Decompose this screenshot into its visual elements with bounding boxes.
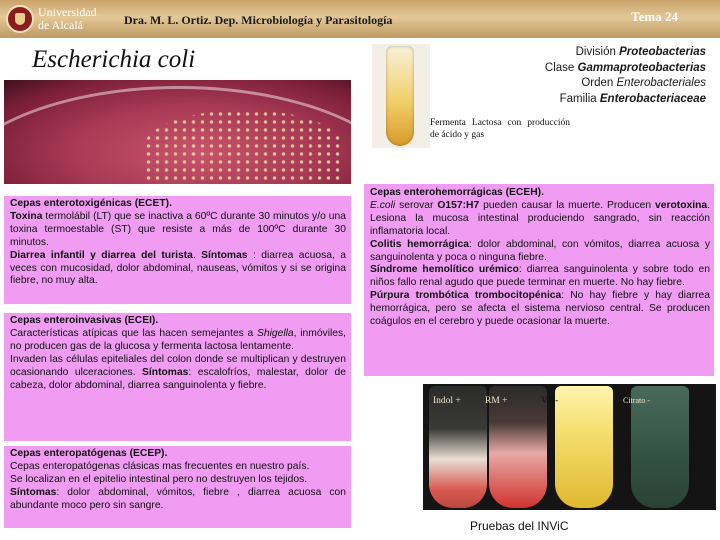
eiec-symptoms: Invaden las células epiteliales del colon donde se multiplican y destruyen ocasionando ulceraciones. Síntomas: escalofríos, malestar, dolor de cabeza, dolor abdominal, diarrea sanguinolenta y fiebre. bbox=[10, 353, 346, 391]
epec-line-1: Cepas enteropatógenas clásicas mas frecuentes en nuestro país. bbox=[10, 460, 310, 472]
imvic-caption: Pruebas del INViC bbox=[470, 519, 569, 533]
rm-label: RM + bbox=[485, 396, 508, 406]
ehec-heading: Cepas enterohemorrágicas (ECEH). bbox=[370, 187, 544, 198]
ehec-hus: Síndrome hemolítico urémico: diarrea sanguinolenta y sobre todo en niños fallo renal agudo que puede terminar en muerte. No hay fiebre. bbox=[370, 264, 710, 289]
eiec-features: Características atípicas que las hacen semejantes a Shigella, inmóviles, no producen gas de la glucosa y fermenta lactosa lentamente. bbox=[10, 327, 347, 352]
ehec-colitis: Colitis hemorrágica: dolor abdominal, con vómitos, diarrea acuosa y sanguinolenta y poca o ninguna fiebre. bbox=[370, 238, 711, 263]
ehec-serovar: E.coli serovar O157:H7 pueden causar la muerte. Producen verotoxina. Lesiona la mucosa intestinal produciendo sangrado, sin reacción inflamatoria local. bbox=[370, 199, 710, 237]
etec-heading: Cepas enterotoxigénicas (ECET). bbox=[10, 198, 172, 209]
citrato-label: Citrato - bbox=[623, 396, 650, 405]
indol-label: Indol + bbox=[433, 396, 461, 406]
etec-toxin: Toxina termolábil (LT) que se inactiva a 60ºC durante 30 minutos y/o una toxina termoestable (ST) que resiste a más de 100ºC durante 30 minutos. bbox=[10, 210, 346, 248]
page-title: Escherichia coli bbox=[32, 46, 196, 73]
taxonomy-division: División Proteobacterias bbox=[575, 46, 706, 58]
etec-symptoms: Diarrea infantil y diarrea del turista. Síntomas : diarrea acuosa, a veces con mucosidad, dolor abdominal, nauseas, vómitos y si se origina fiebre, no muy alta. bbox=[10, 249, 346, 287]
epec-line-2: Se localizan en el epitelio intestinal pero no destruyen los tejidos. bbox=[10, 473, 308, 485]
logo-line-2: de Alcalá bbox=[38, 18, 83, 32]
university-logo bbox=[6, 3, 110, 35]
vp-tube bbox=[555, 386, 613, 508]
taxonomy-class: Clase Gammaproteobacterias bbox=[544, 61, 706, 74]
petri-dish-image bbox=[4, 80, 351, 184]
topic-label: Tema 24 bbox=[631, 9, 678, 24]
epec-box bbox=[4, 446, 351, 528]
ehec-ttp: Púrpura trombótica trombocitopénica: No hay fiebre y hay diarrea hemorrágica, pero se afecta el sistema nervioso central. Se producen coágulos en el cerebro y puede ocasionar la muerte. bbox=[370, 290, 710, 328]
header-bar bbox=[0, 0, 720, 38]
vp-label: VP - bbox=[541, 396, 559, 406]
author-title: Dra. M. L. Ortiz. Dep. Microbiología y Parasitología bbox=[124, 13, 393, 27]
fermentation-tube-image bbox=[372, 44, 430, 148]
imvic-tubes-image bbox=[423, 384, 716, 510]
epec-symptoms: Síntomas: dolor abdominal, vómitos, fiebre , diarrea acuosa con abundante moco pero sin sangre. bbox=[10, 486, 346, 511]
etec-box bbox=[4, 196, 351, 304]
taxonomy-order: Orden Enterobacteriales bbox=[581, 77, 706, 89]
fermentation-caption: Fermenta Lactosa con producción de ácido y gas bbox=[430, 118, 570, 140]
logo-text bbox=[38, 6, 97, 32]
eiec-box bbox=[4, 313, 351, 441]
ehec-box bbox=[364, 184, 714, 376]
university-seal-icon bbox=[6, 5, 34, 33]
eiec-heading: Cepas enteroinvasivas (ECEI). bbox=[10, 315, 159, 326]
fermentation-tube bbox=[386, 46, 414, 146]
logo-line-1: Universidad bbox=[38, 5, 97, 19]
taxonomy-block bbox=[545, 45, 706, 107]
colonies bbox=[144, 110, 344, 184]
taxonomy-family: Familia Enterobacteriaceae bbox=[559, 92, 706, 105]
epec-heading: Cepas enteropatógenas (ECEP). bbox=[10, 448, 168, 459]
